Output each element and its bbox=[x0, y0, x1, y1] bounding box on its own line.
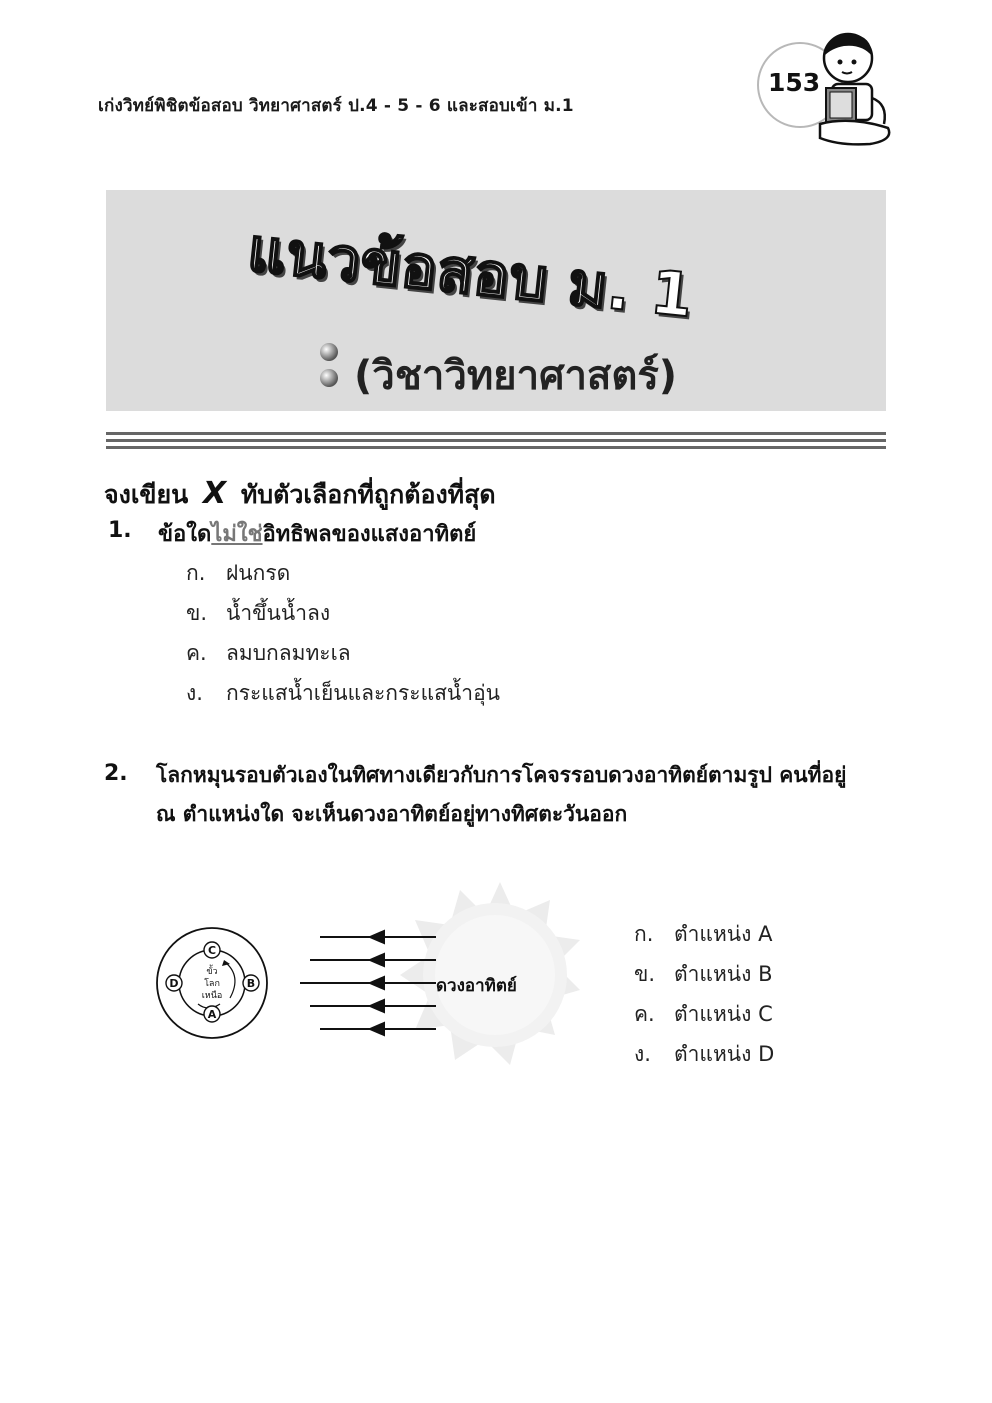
book-title: เก่งวิทย์พิชิตข้อสอบ วิทยาศาสตร์ ป.4 - 5 - 6 และสอบเข้า ม.1 bbox=[98, 96, 574, 116]
option-text: ลมบกลมทะเล bbox=[226, 641, 351, 665]
option-label: ค. bbox=[186, 641, 207, 665]
boy-reading-icon bbox=[810, 28, 900, 150]
option-text: ฝนกรด bbox=[226, 561, 291, 585]
answer-option[interactable] bbox=[186, 677, 500, 710]
question-text-line1: โลกหมุนรอบตัวเองในทิศทางเดียวกับการโคจรรอบดวงอาทิตย์ตามรูป คนที่อยู่ bbox=[156, 763, 847, 787]
option-text: ตำแหน่ง C bbox=[674, 1002, 773, 1026]
option-label: ข. bbox=[634, 962, 656, 986]
answer-option[interactable] bbox=[186, 597, 330, 630]
answer-option[interactable] bbox=[186, 637, 351, 670]
pole-label-3: เหนือ bbox=[201, 991, 223, 1001]
option-text: ตำแหน่ง D bbox=[674, 1042, 775, 1066]
answer-option[interactable] bbox=[634, 1038, 774, 1071]
option-text: กระแสน้ำเย็นและกระแสน้ำอุ่น bbox=[226, 681, 501, 705]
instructions-before: จงเขียน bbox=[104, 480, 189, 509]
answer-option[interactable] bbox=[634, 998, 773, 1031]
chapter-title: แนวข้อสอบ ม. 1 bbox=[244, 215, 697, 332]
option-label: ค. bbox=[634, 1002, 655, 1026]
pole-label-1: ขั้ว bbox=[206, 967, 218, 977]
option-text: ตำแหน่ง A bbox=[674, 922, 773, 946]
x-mark: X bbox=[202, 476, 227, 511]
question-number: 2. bbox=[104, 761, 128, 786]
option-text: น้ำขึ้นน้ำลง bbox=[226, 601, 331, 625]
bullet-dots-icon bbox=[315, 342, 345, 392]
question-text-line2: ณ ตำแหน่งใด จะเห็นดวงอาทิตย์อยู่ทางทิศตะวันออก bbox=[156, 802, 628, 826]
divider-rule bbox=[106, 432, 886, 435]
position-b: B bbox=[246, 977, 256, 990]
position-c: C bbox=[207, 944, 217, 957]
question-text-before: ข้อใด bbox=[158, 522, 212, 547]
option-text: ตำแหน่ง B bbox=[674, 962, 773, 986]
question-emphasis: ไม่ใช่ bbox=[211, 522, 263, 547]
question-text-after: อิทธิพลของแสงอาทิตย์ bbox=[262, 522, 477, 547]
sun-label: ดวงอาทิตย์ bbox=[436, 976, 517, 996]
pole-label-2: โลก bbox=[204, 979, 220, 989]
option-label: ง. bbox=[634, 1042, 651, 1066]
instructions bbox=[104, 475, 496, 515]
position-d: D bbox=[169, 977, 179, 990]
earth-sun-diagram bbox=[150, 880, 590, 1110]
position-a: A bbox=[207, 1008, 217, 1021]
instructions-after: ทับตัวเลือกที่ถูกต้องที่สุด bbox=[240, 480, 496, 509]
page-number: 153 bbox=[768, 68, 821, 97]
option-label: ข. bbox=[186, 601, 208, 625]
option-label: ง. bbox=[186, 681, 203, 705]
question-text bbox=[158, 516, 476, 551]
divider-rule bbox=[106, 439, 886, 442]
answer-option[interactable] bbox=[186, 557, 290, 590]
divider-rule bbox=[106, 446, 886, 449]
option-label: ก. bbox=[634, 922, 654, 946]
answer-option[interactable] bbox=[634, 918, 772, 951]
question-number: 1. bbox=[108, 518, 132, 543]
chapter-subtitle: (วิชาวิทยาศาสตร์) bbox=[354, 353, 678, 399]
option-label: ก. bbox=[186, 561, 206, 585]
answer-option[interactable] bbox=[634, 958, 773, 991]
